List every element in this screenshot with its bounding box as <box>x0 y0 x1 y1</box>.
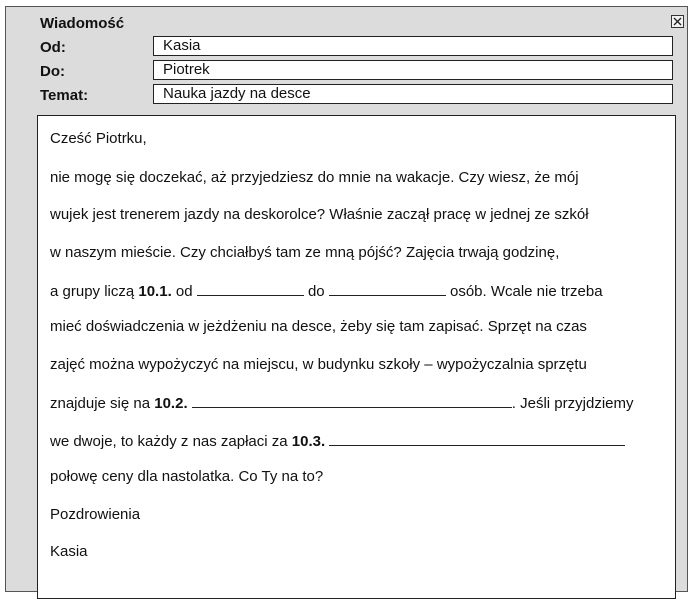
line-7-text-a: znajduje się na <box>50 395 155 412</box>
from-field: Kasia <box>153 36 673 56</box>
letter-line-2: wujek jest trenerem jazdy na deskorolce? Właśnie zaczął pracę w jednej ze szkół <box>50 206 589 223</box>
subject-label: Temat: <box>40 87 89 104</box>
subject-field: Nauka jazdy na desce <box>153 84 673 104</box>
from-row <box>6 36 686 58</box>
gap-10-1-label: 10.1. <box>138 283 172 300</box>
to-label: Do: <box>40 63 65 80</box>
window-title: Wiadomość <box>40 15 125 32</box>
gap-10-1-blank-to[interactable] <box>329 281 446 296</box>
letter-line-6: zajęć można wypożyczyć na miejscu, w budynku szkoły – wypożyczalnia sprzętu <box>50 356 587 373</box>
gap-10-2-label: 10.2. <box>154 395 188 412</box>
line-8-text-a: we dwoje, to każdy z nas zapłaci za <box>50 433 292 450</box>
message-body <box>37 115 676 599</box>
gap-10-1-blank-from[interactable] <box>197 281 304 296</box>
closing: Pozdrowienia <box>50 506 141 523</box>
letter-line-4 <box>50 281 603 300</box>
line-4-text-c: do <box>303 283 329 300</box>
line-4-text-b: od <box>171 283 197 300</box>
line-4-text-a: a grupy liczą <box>50 283 139 300</box>
letter-line-5: mieć doświadczenia w jeżdżeniu na desce, żeby się tam zapisać. Sprzęt na czas <box>50 318 587 335</box>
gap-10-3-blank[interactable] <box>329 431 625 446</box>
letter-line-7 <box>50 393 634 412</box>
gap-10-2-blank[interactable] <box>192 393 512 408</box>
line-7-text-b: . Jeśli przyjdziemy <box>511 395 634 412</box>
line-4-text-d: osób. Wcale nie trzeba <box>445 283 603 300</box>
to-row <box>6 60 686 82</box>
letter-line-9: połowę ceny dla nastolatka. Co Ty na to? <box>50 468 324 485</box>
letter-line-3: w naszym mieście. Czy chciałbyś tam ze mną pójść? Zajęcia trwają godzinę, <box>50 244 560 261</box>
from-label: Od: <box>40 39 66 56</box>
subject-row <box>6 84 686 106</box>
to-field: Piotrek <box>153 60 673 80</box>
close-icon[interactable] <box>671 15 684 28</box>
signature: Kasia <box>50 543 88 560</box>
gap-10-3-label: 10.3. <box>291 433 326 450</box>
letter-line-8 <box>50 431 625 450</box>
message-window <box>5 6 688 592</box>
letter-line-1: nie mogę się doczekać, aż przyjedziesz do mnie na wakacje. Czy wiesz, że mój <box>50 169 579 186</box>
greeting: Cześć Piotrku, <box>50 130 147 147</box>
